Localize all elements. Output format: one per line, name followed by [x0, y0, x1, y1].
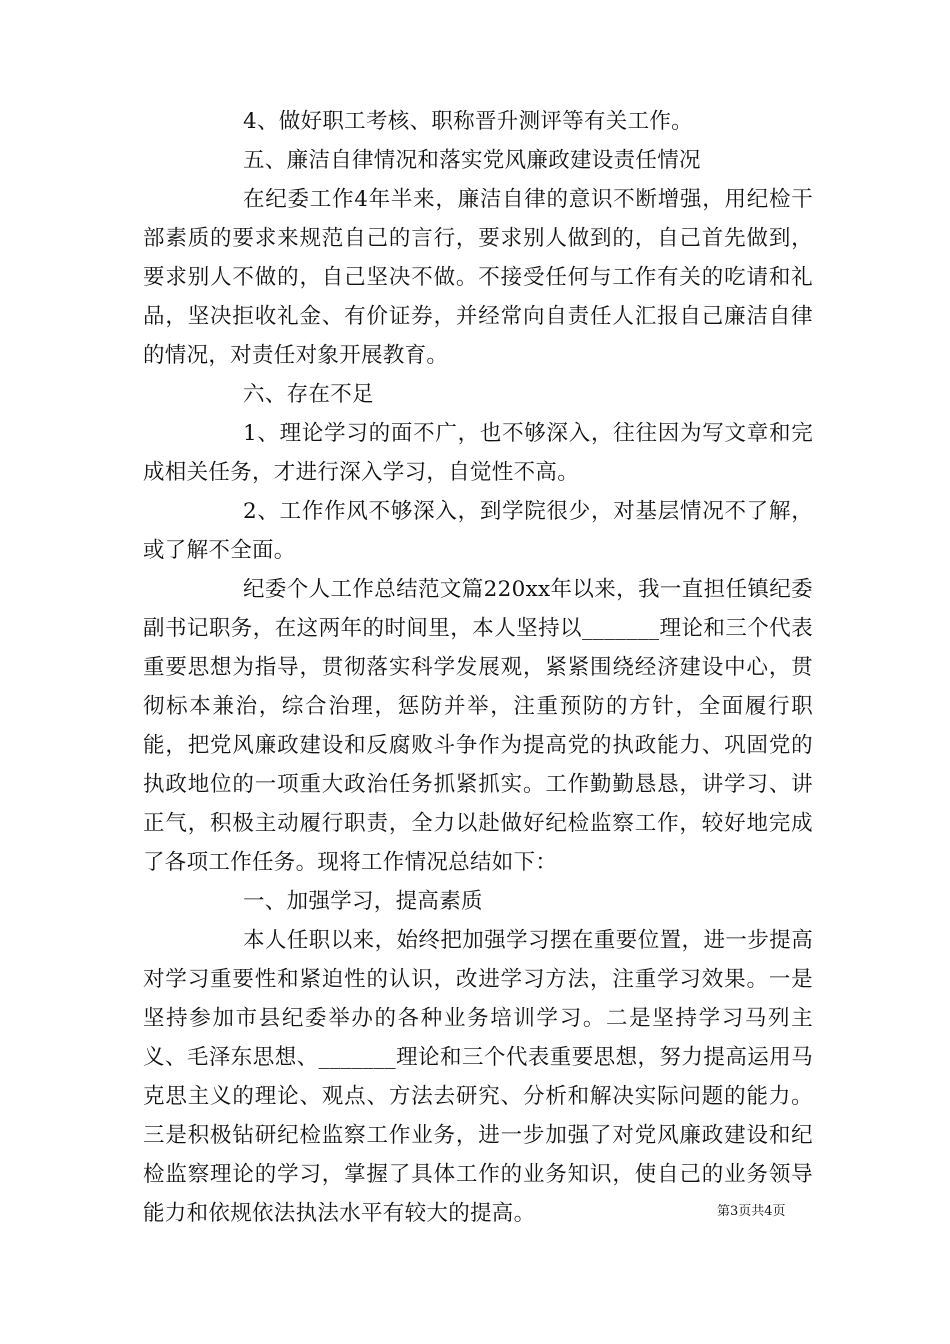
list-item-4: 4、做好职工考核、职称晋升测评等有关工作。 [243, 109, 693, 134]
section-heading-5: 五、廉洁自律情况和落实党风廉政建设责任情况 [243, 148, 701, 173]
section-heading-6: 六、存在不足 [243, 382, 374, 407]
paragraph-summary-intro: 纪委个人工作总结范文篇220xx年以来，我一直担任镇纪委副书记职务，在这两年的时间里，本人坚持以_______理论和三个代表重要思想为指导，贯彻落实科学发展观，紧紧围绕经济建设中心，贯彻标本兼治，综合治理，惩防并举，注重预防的方针，全面履行职能，把党风廉政建设和反腐败斗争作为提高党的执政能力、巩固党的执政地位的一项重大政治任务抓紧抓实。工作勤勤恳恳，讲学习、讲正气，积极主动履行职责，全力以赴做好纪检监察工作，较好地完成了各项工作任务。现将工作情况总结如下： [143, 577, 813, 875]
section-heading-1: 一、加强学习，提高素质 [243, 889, 483, 914]
page-number: 第3页共4页 [717, 1204, 786, 1219]
list-item-1: 1、理论学习的面不广，也不够深入，往往因为写文章和完成相关任务，才进行深入学习，自觉性不高。 [143, 421, 813, 485]
paragraph-integrity: 在纪委工作4年半来，廉洁自律的意识不断增强，用纪检干部素质的要求来规范自己的言行，要求别人做到的，自己首先做到，要求别人不做的，自己坚决不做。不接受任何与工作有关的吃请和礼品，坚决拒收礼金、有价证券，并经常向自责任人汇报自己廉洁自律的情况，对责任对象开展教育。 [143, 187, 813, 368]
paragraph-study: 本人任职以来，始终把加强学习摆在重要位置，进一步提高对学习重要性和紧迫性的认识，改进学习方法，注重学习效果。一是坚持参加市县纪委举办的各种业务培训学习。二是坚持学习马列主义、毛泽东思想、_______理论和三个代表重要思想，努力提高运用马克思主义的理论、观点、方法去研究、分析和解决实际问题的能力。三是积极钻研纪检监察工作业务，进一步加强了对党风廉政建设和纪检监察理论的学习，掌握了具体工作的业务知识，使自己的业务领导能力和依规依法执法水平有较大的提高。 [143, 928, 813, 1226]
list-item-2: 2、工作作风不够深入，到学院很少，对基层情况不了解，或了解不全面。 [143, 499, 813, 563]
body-text [143, 102, 813, 1233]
